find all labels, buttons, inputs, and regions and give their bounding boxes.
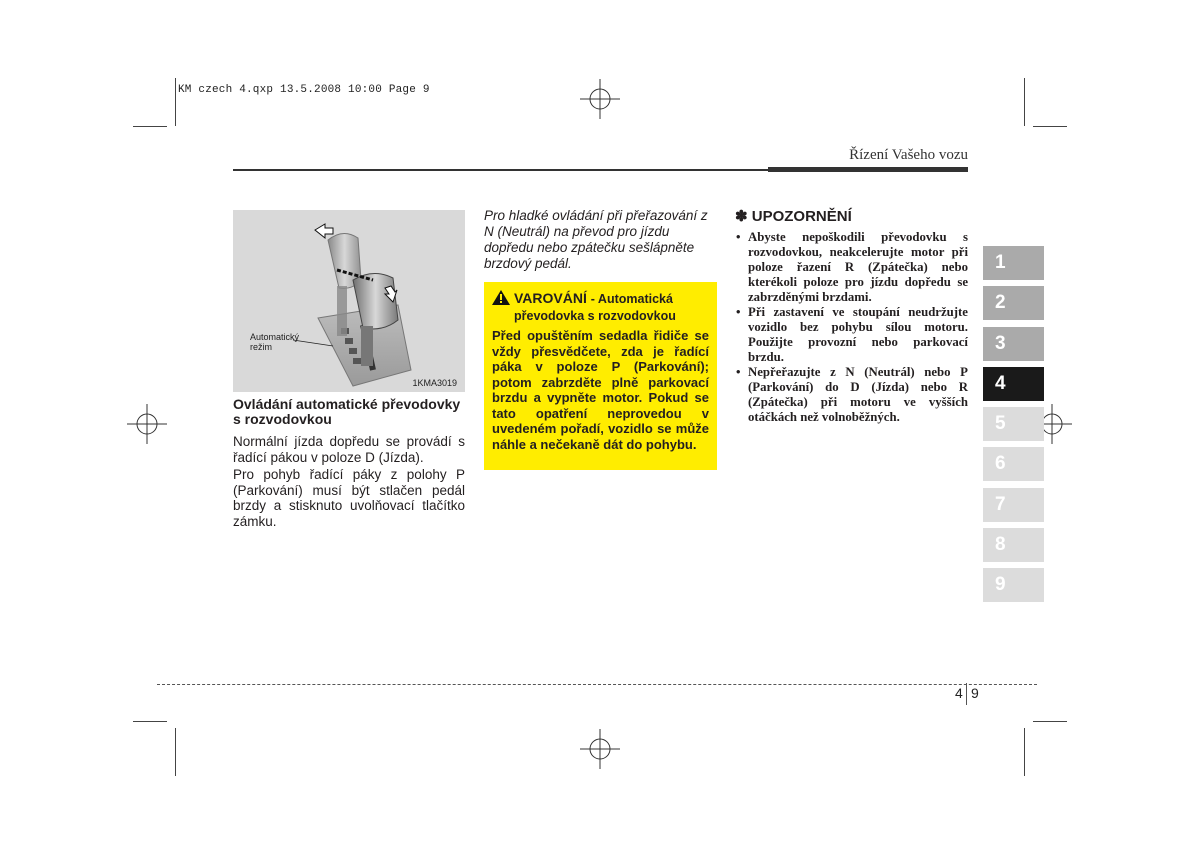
caution-item: • Abyste nepoškodili převodovku s rozvodovkou, neakcelerujte motor při poloze řazení R (Zpátečka) nebo kterékoli poloze pro jízdu dopředu se zabrzděnými brzdami. [735,230,968,305]
warning-triangle-icon [492,290,510,305]
chapter-tab-5[interactable]: 5 [983,407,1044,441]
chapter-tab-2[interactable]: 2 [983,286,1044,320]
gear-shifter-illustration [233,210,465,392]
registration-mark-icon [580,79,620,119]
crop-mark [133,721,167,722]
crop-mark [1033,721,1067,722]
caution-title: ✽ UPOZORNĚNÍ [735,208,852,225]
registration-mark-icon [580,729,620,769]
chapter-tab-4[interactable]: 4 [983,367,1044,401]
warning-subtitle-line2: převodovka s rozvodovkou [514,309,676,323]
chapter-tab-3[interactable]: 3 [983,327,1044,361]
crop-mark [1024,78,1025,126]
chapter-tab-7[interactable]: 7 [983,488,1044,522]
crop-mark [133,126,167,127]
intro-paragraph: Pro hladké ovládání při přeřazování z N (Neutrál) na převod pro jízdu dopředu nebo zpátečku sešlápněte brzdový pedál. [484,208,708,271]
figure-callout-label: Automatický režim [250,332,300,352]
warning-heading [492,290,712,324]
caution-item: • Nepřeřazujte z N (Neutrál) nebo P (Parkování) do D (Jízda) nebo R (Zpátečka) při motoru ve vyšších otáčkách než volnoběžných. [735,365,968,425]
chapter-tab-9[interactable]: 9 [983,568,1044,602]
warning-box [484,282,717,470]
paragraph: Pro pohyb řadící páky z polohy P (Parkování) musí být stlačen pedál brzdy a stisknuto uvolňovací tlačítko zámku. [233,467,465,529]
crop-mark [175,78,176,126]
figure-code: 1KMA3019 [412,378,457,388]
header-rule-accent [768,167,968,172]
caution-list [735,230,968,425]
page-number: 9 [971,685,979,701]
warning-title: VAROVÁNÍ [514,290,587,306]
footer-rule [157,684,1037,685]
paragraph: Normální jízda dopředu se provádí s řadící pákou v poloze D (Jízda). [233,434,465,465]
crop-mark [1024,728,1025,776]
gear-shifter-figure [233,210,465,392]
chapter-tab-6[interactable]: 6 [983,447,1044,481]
chapter-tab-8[interactable]: 8 [983,528,1044,562]
warning-body: Před opuštěním sedadla řidiče se vždy přesvědčete, zda je řadící páka v poloze P (Parkování); potom zabrzděte plně parkovací brzdu a vypněte motor. Pokud se tato opatření neprovedou v uvedeném pořadí, vozidlo se může náhle a nečekaně dát do pohybu. [492,328,709,452]
chapter-tab-1[interactable]: 1 [983,246,1044,280]
crop-mark [175,728,176,776]
caution-item: • Při zastavení ve stoupání neudržujte vozidlo bez pohybu sílou motoru. Použijte provozní nebo parkovací brzdu. [735,305,968,365]
print-slug: KM czech 4.qxp 13.5.2008 10:00 Page 9 [178,84,430,96]
registration-mark-icon [127,404,167,444]
section-title: Řízení Vašeho vozu [849,147,968,163]
section-heading: Ovládání automatické převodovky s rozvodovkou [233,396,461,427]
page-chapter-number: 4 [955,685,963,701]
page-number-separator [966,683,967,705]
warning-subtitle: - Automatická [590,292,673,306]
crop-mark [1033,126,1067,127]
